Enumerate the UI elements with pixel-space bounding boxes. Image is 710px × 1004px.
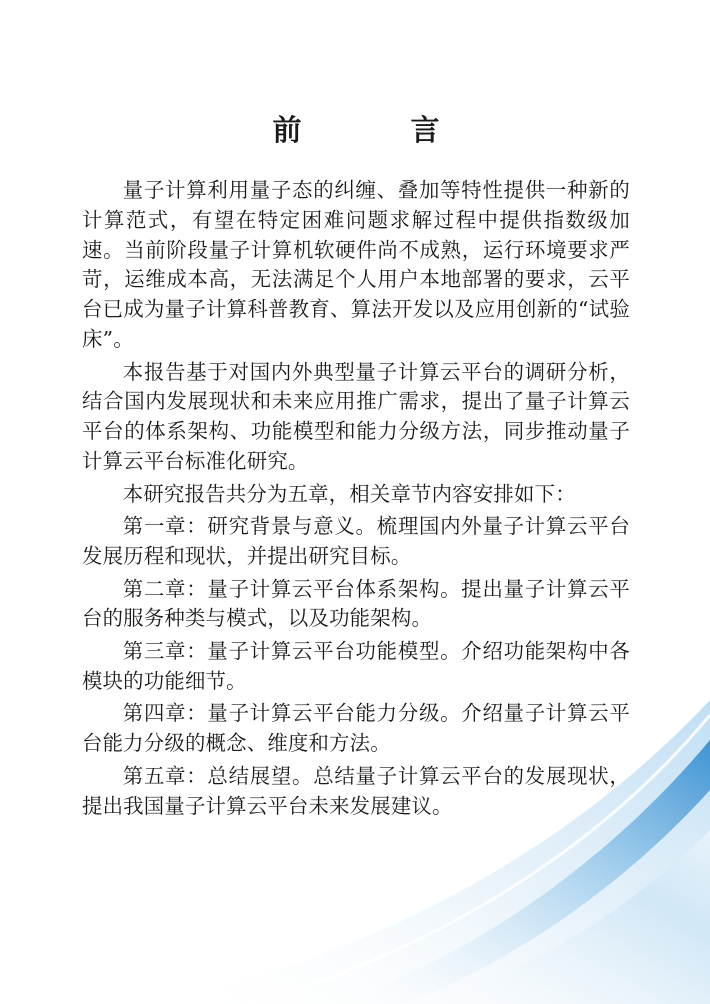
paragraph-structure: 本研究报告共分为五章，相关章节内容安排如下： [122, 481, 576, 506]
paragraph-chapter-3: 第三章：量子计算云平台功能模型。介绍功能架构中各模块的功能细节。 [82, 638, 630, 693]
preface-content [82, 110, 630, 824]
paragraph-chapter-5: 第五章：总结展望。总结量子计算云平台的发展现状，提出我国量子计算云平台未来发展建议。 [82, 763, 630, 818]
paragraph-chapter-2: 第二章：量子计算云平台体系架构。提出量子计算云平台的服务种类与模式，以及功能架构。 [82, 576, 630, 631]
paragraph-chapter-1: 第一章：研究背景与意义。梳理国内外量子计算云平台发展历程和现状，并提出研究目标。 [82, 514, 630, 568]
paragraph-report-basis: 本报告基于对国内外典型量子计算云平台的调研分析，结合国内发展现状和未来应用推广需求，提出了量子计算云平台的体系架构、功能模型和能力分级方法，同步推动量子计算云平台标准化研究。 [82, 359, 630, 473]
paragraph-intro: 量子计算利用量子态的纠缠、叠加等特性提供一种新的计算范式，有望在特定困难问题求解过程中提供指数级加速。当前阶段量子计算机软硬件尚不成熟，运行环境要求严苛，运维成本高，无法满足个人用户本地部署的要求，云平台已成为量子计算科普教育、算法开发以及应用创新的“试验床”。 [82, 178, 630, 351]
page-title: 前 言 [272, 113, 480, 147]
paragraph-chapter-4: 第四章：量子计算云平台能力分级。介绍量子计算云平台能力分级的概念、维度和方法。 [82, 701, 630, 756]
